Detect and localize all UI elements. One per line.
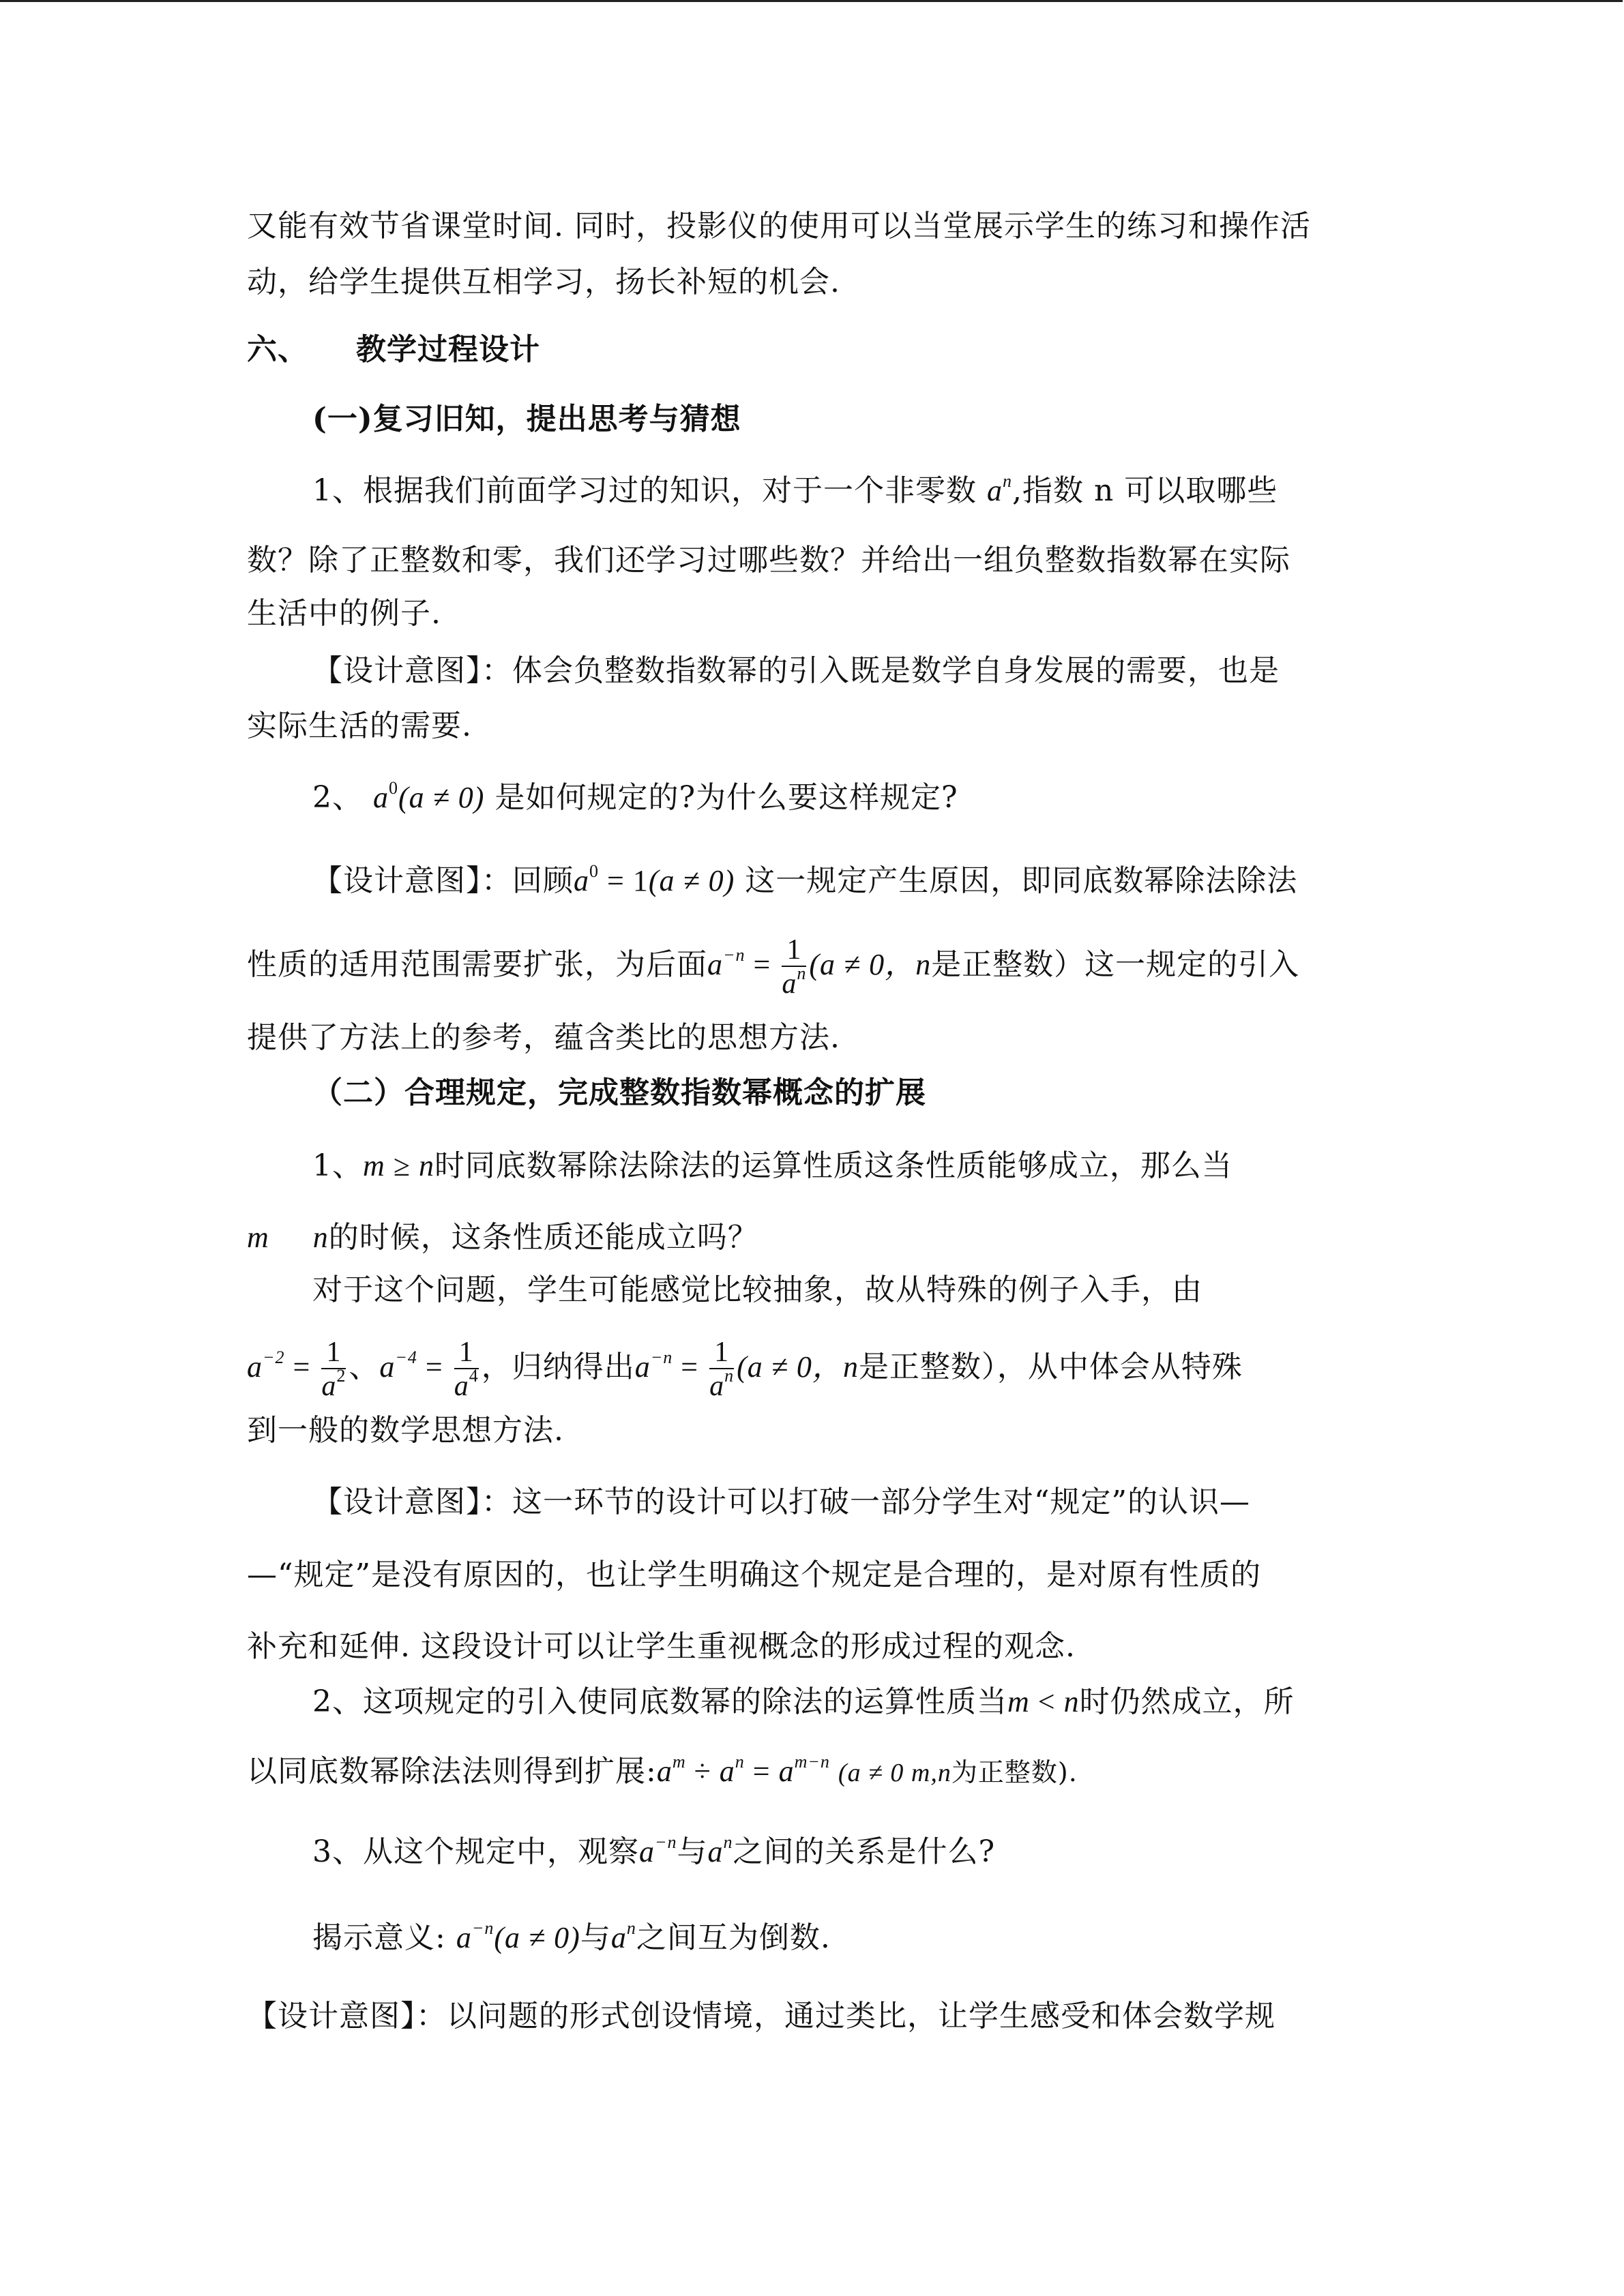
design-intent-4-line-1: 【设计意图】：以问题的形式创设情境，通过类比，让学生感受和体会数学规 — [247, 1999, 1275, 2033]
math-a-neg2: $a^{-2}$ = $\frac{1}{a^2}$ — [247, 1337, 346, 1402]
extension-2-line-1: 2、这项规定的引入使同底数幂的除法的运算性质当m < n时仍然成立，所 — [312, 1684, 1295, 1719]
reveal-meaning: 揭示意义: $a^{-n}(a \ne 0)$与$a^n$之间互为倒数. — [312, 1918, 831, 1955]
design-intent-3-line-1: 【设计意图】：这一环节的设计可以打破一部分学生对“规定”的认识— — [312, 1485, 1250, 1519]
extension-2-line-2: 以同底数幂除法法则得到扩展$:a^m \div a^n = a^{m-n}$ (a ≠ 0 m,n为正整数). — [247, 1752, 1078, 1789]
para-line-2: 动，给学生提供互相学习，扬长补短的机会. — [247, 265, 840, 299]
extension-1-line-1: 1、m ≥ n时同底数幂除法除法的运算性质这条性质能够成立，那么当 — [312, 1148, 1232, 1183]
math-a0-eq-1: $a^0 = 1(a \ne 0)$ — [574, 861, 735, 897]
extension-1-line-4: $a^{-2}$ = $\frac{1}{a^2}$ 、$a^{-4}$ = $\frac{1}{a^4}$ ，归纳得出$a^{-n}$ = $\frac{1}{a^n}$ (a ≠ 0，n是正整数），从中体会从特殊 — [247, 1337, 1243, 1402]
subsection-heading-1: (一)复习旧知，提出思考与猜想 — [312, 402, 741, 436]
section-title: 教学过程设计 — [356, 332, 540, 367]
math-quotient-rule: $a^m \div a^n = a^{m-n}$ (a ≠ 0 m,n — [656, 1752, 951, 1788]
math-a-neg4: $a^{-4}$ = $\frac{1}{a^4}$ — [379, 1337, 479, 1402]
math-m-lt-n: m < n — [1007, 1685, 1080, 1718]
design-intent-1-line-2: 实际生活的需要. — [247, 709, 472, 743]
math-m-geq-n: m ≥ n — [363, 1149, 434, 1182]
extension-1-line-3: 对于这个问题，学生可能感觉比较抽象，故从特殊的例子入手，由 — [312, 1272, 1202, 1307]
page-top-border — [0, 0, 1623, 5]
design-intent-1-line-1: 【设计意图】：体会负整数指数幂的引入既是数学自身发展的需要，也是 — [312, 653, 1280, 688]
design-intent-2-line-2: 性质的适用范围需要扩张，为后面$a^{-n}$ = $\frac{1}{a^n}$ (a ≠ 0，n是正整数）这一规定的引入 — [247, 934, 1300, 1000]
design-intent-2-line-1: 【设计意图】：回顾$a^0 = 1(a \ne 0)$ 这一规定产生原因，即同底数幂除法除法 — [312, 861, 1298, 898]
extension-3: 3、从这个规定中，观察$a^{-n}$与$a^n$之间的关系是什么? — [312, 1832, 996, 1869]
design-intent-3-line-3: 补充和延伸. 这段设计可以让学生重视概念的形成过程的观念. — [247, 1629, 1076, 1664]
section-heading-6 — [247, 329, 540, 370]
question-1-line-3: 生活中的例子. — [247, 596, 441, 631]
question-1-line-1: 1、根据我们前面学习过的知识，对于一个非零数 $a^n$,指数 n 可以取哪些 — [312, 471, 1278, 508]
para-line-1: 又能有效节省课堂时间. 同时，投影仪的使用可以当堂展示学生的练习和操作活 — [247, 209, 1311, 243]
math-neg-exponent-def: $a^{-n}$ = $\frac{1}{a^n}$ (a ≠ 0，n — [707, 934, 932, 1000]
question-2: 2、 $a^0(a \ne 0)$ 是如何规定的?为什么要这样规定? — [312, 778, 958, 815]
fraction-1-over-a-n: $\frac{1}{a^n}$ — [782, 934, 807, 1000]
design-intent-3-line-2: —“规定”是没有原因的，也让学生明确这个规定是合理的，是对原有性质的 — [247, 1557, 1261, 1592]
math-a-n: $a^n$ — [987, 471, 1012, 507]
question-1-line-2: 数？除了正整数和零，我们还学习过哪些数？并给出一组负整数指数幂在实际 — [247, 543, 1290, 578]
math-neg-exponent-general: $a^{-n}$ = $\frac{1}{a^n}$ (a ≠ 0，n — [634, 1337, 859, 1402]
section-number: 六、 — [247, 332, 308, 367]
extension-1-line-2: m n的时候，这条性质还能成立吗？ — [247, 1220, 758, 1255]
subsection-heading-2: （二）合理规定，完成整数指数幂概念的扩展 — [312, 1075, 926, 1110]
extension-1-line-5: 到一般的数学思想方法. — [247, 1413, 564, 1448]
design-intent-2-line-3: 提供了方法上的参考，蕴含类比的思想方法. — [247, 1020, 840, 1055]
math-a-zero: $a^0(a \ne 0)$ — [373, 778, 485, 814]
